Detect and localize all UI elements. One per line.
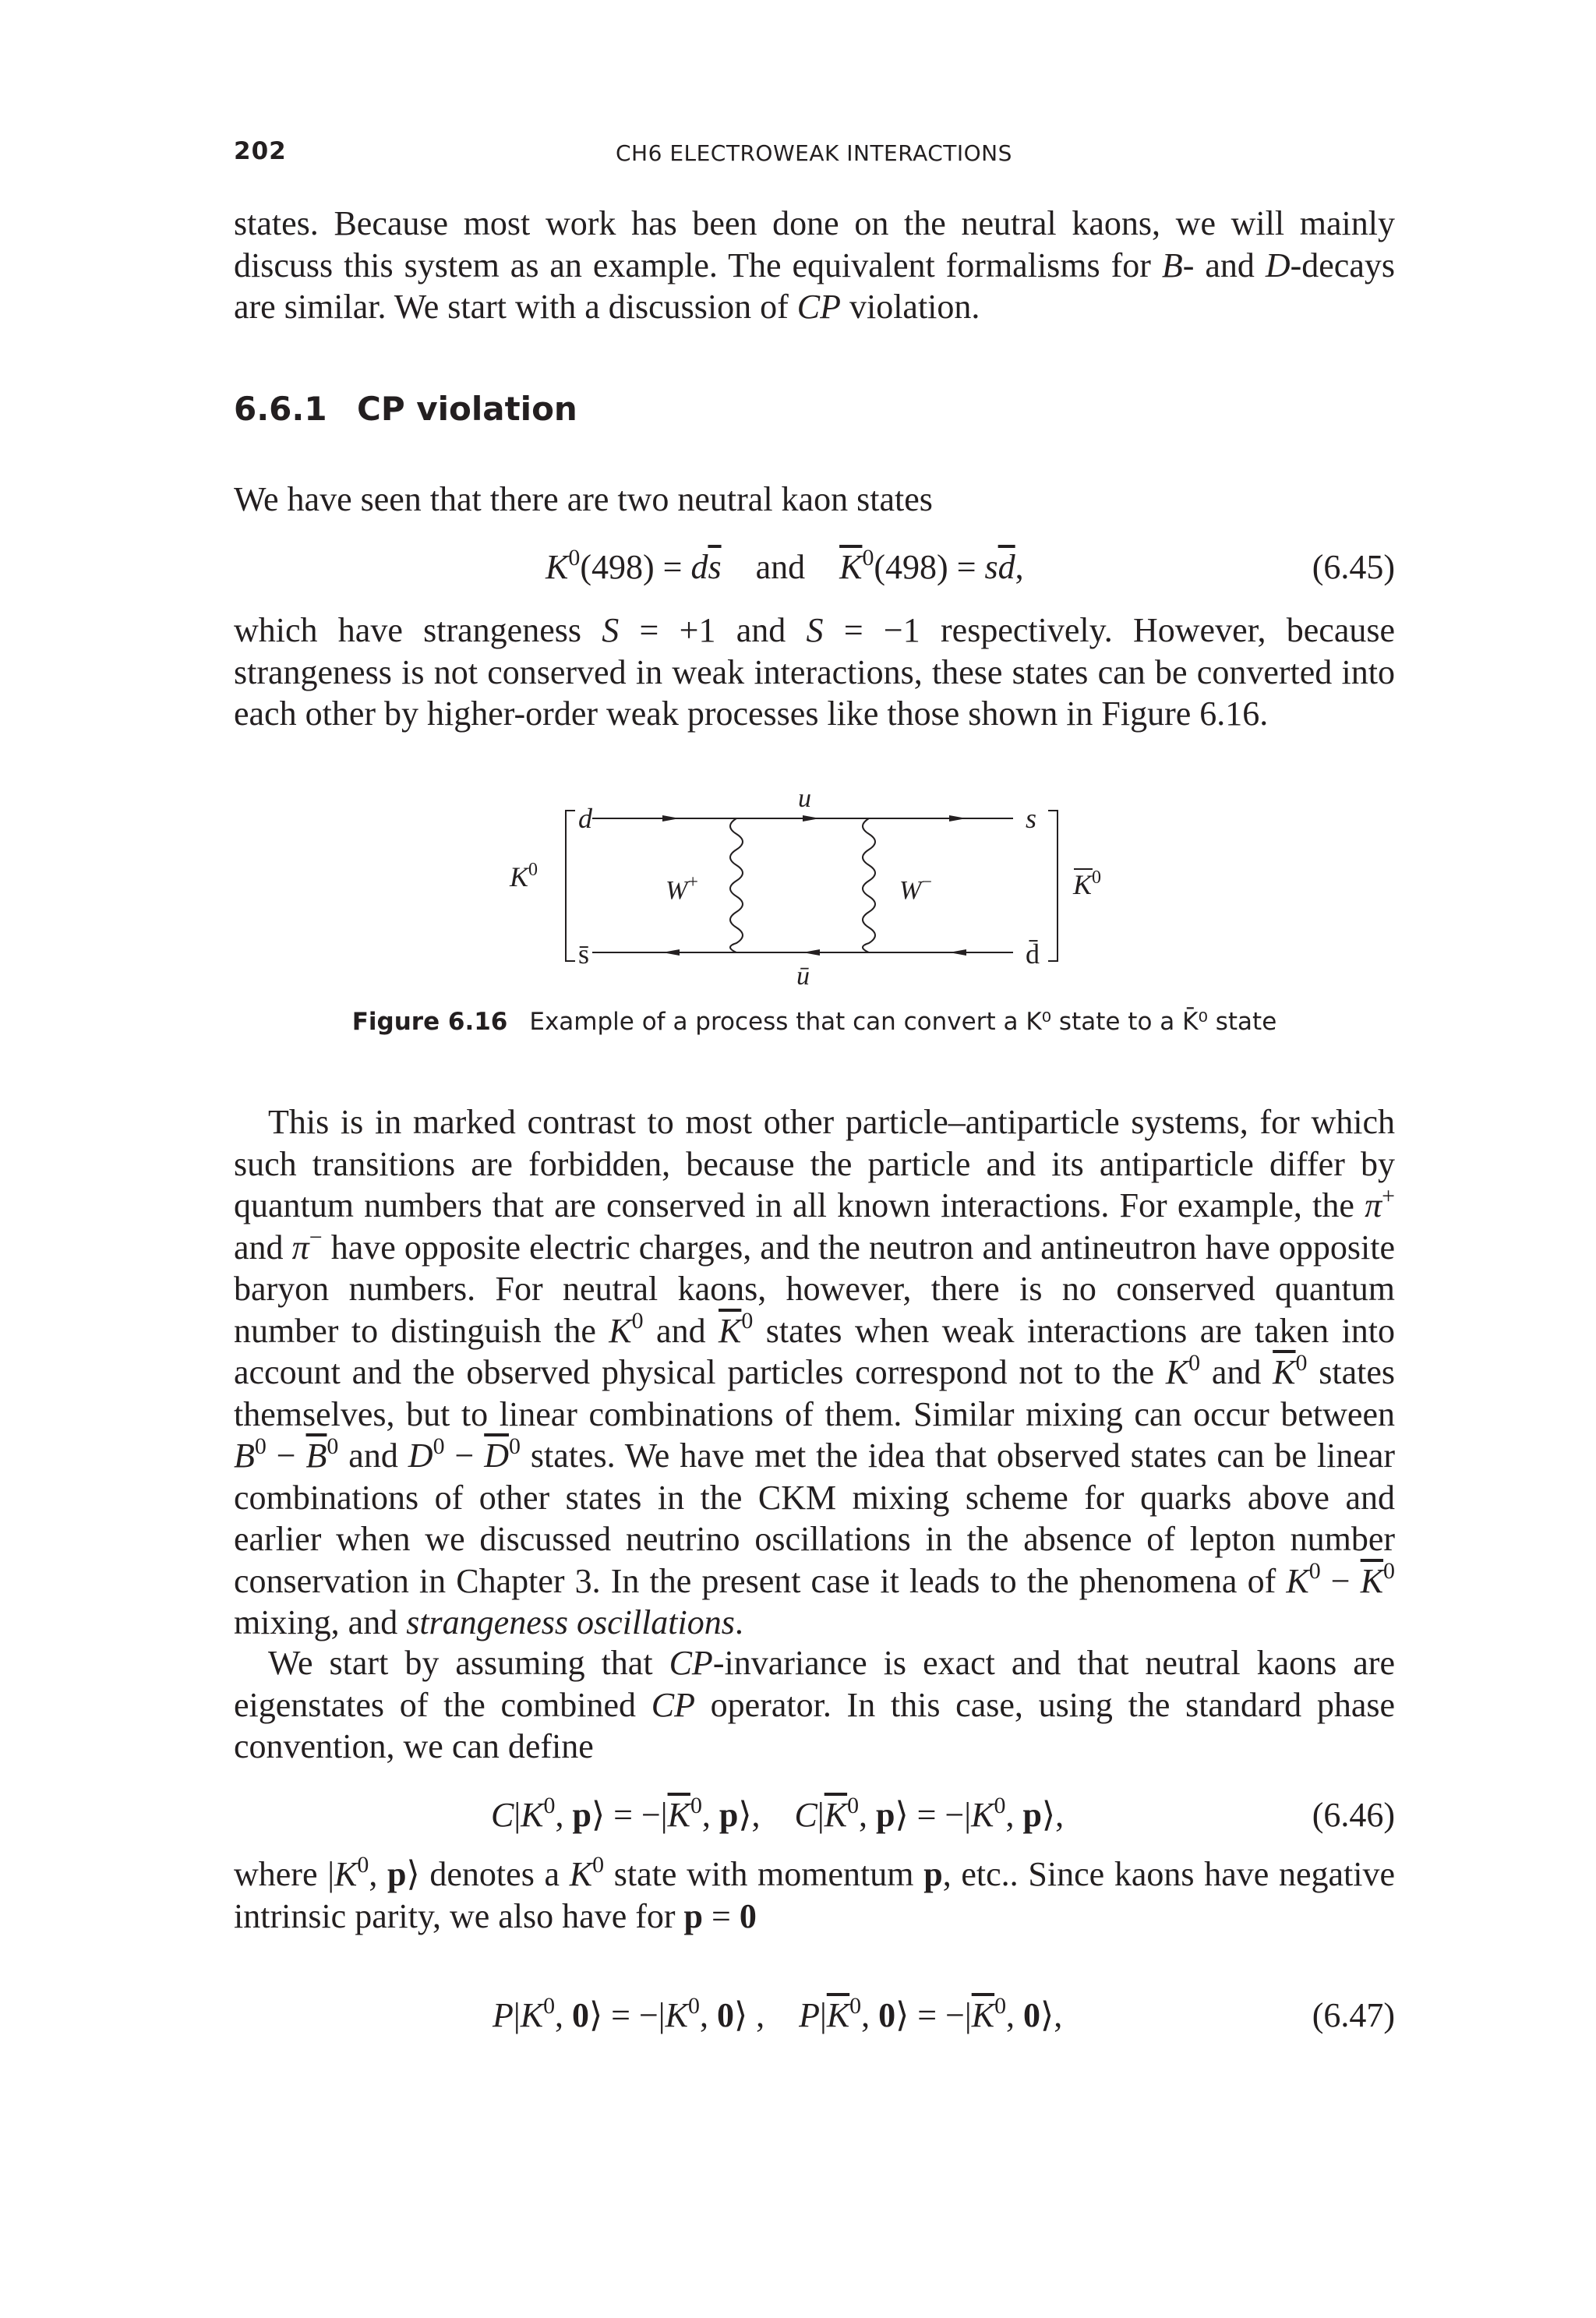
running-head xyxy=(234,137,1395,173)
label-w-minus: W− xyxy=(899,872,932,905)
section-title: CP violation xyxy=(357,390,577,428)
figure-caption-text: Example of a process that can convert a K⁰ state to a K̄⁰ state xyxy=(529,1008,1277,1036)
paragraph-mixing: This is in marked contrast to most other particle–antiparticle systems, for which such transitions are forbidden, because the particle and its antiparticle differ by quantum numbers that are conserved in all known interactions. For example, the π+ and π− have opposite electric charges, and the neutron and antineutron have opposite baryon numbers. For neutral kaons, however, there is no conserved quantum number to distinguish the $K^0$ and $\overline{K}^0$ states when weak interactions are taken into account and the observed physical particles correspond not to the $K^0$ and $\overline{K}^0$ states themselves, but to linear combinations of them. Similar mixing can occur between $B^0 - \overline{B}^0$ and $D^0 - \overline{D}^0$ states. We have met the idea that observed states can be linear combinations of other states in the CKM mixing scheme for quarks above and earlier when we discussed neutrino oscillations in the absence of lepton number conservation in Chapter 3. In the present case it leads to the phenomena of $K^0 - \overline{K}^0$ mixing, and strangeness oscillations. xyxy=(234,1103,1396,1641)
paragraph-intro: states. Because most work has been done on the neutral kaons, we will mainly discuss this system as an example. The equivalent formalisms for B- and D-decays are similar. We start with a discussion of CP violation. xyxy=(234,204,1395,326)
chapter-title: CH6 ELECTROWEAK INTERACTIONS xyxy=(616,140,1012,166)
label-u: u xyxy=(798,784,811,813)
label-s-bar: s̄ xyxy=(578,938,590,970)
label-s: s xyxy=(1026,803,1037,834)
label-u-bar: ū xyxy=(796,962,810,991)
feynman-diagram xyxy=(499,783,1122,1002)
label-k0: $K^0$ xyxy=(510,860,538,892)
w-plus-boson-line xyxy=(730,818,743,952)
feynman-diagram-svg xyxy=(499,783,1122,1002)
paragraph-kaon-states: We have seen that there are two neutral kaon states xyxy=(234,480,933,518)
arrow-bottom-right xyxy=(949,949,966,956)
equation-6-47 xyxy=(234,1992,1395,2044)
arrow-top-right xyxy=(949,815,966,822)
label-w-plus: W+ xyxy=(666,872,698,905)
section-number: 6.6.1 xyxy=(234,390,327,428)
arrow-top-mid xyxy=(803,815,820,822)
equation-6-47-body: $P|K^0$, 0⟩ = $-|K^0$, 0⟩ , $P|\overline{K}^0$, 0⟩ = $-|\overline{K}^0$, 0⟩, xyxy=(493,1992,1063,2034)
label-d: d xyxy=(578,803,592,834)
arrow-bottom-left xyxy=(662,949,680,956)
right-bracket xyxy=(1048,811,1058,961)
arrow-bottom-mid xyxy=(803,949,820,956)
paragraph-cp-invariance: We start by assuming that CP-invariance is exact and that neutral kaons are eigenstates of the combined CP operator. In this case, using the standard phase convention, we can define xyxy=(234,1644,1396,1765)
label-k0bar: $K^0$ xyxy=(1073,867,1102,900)
arrow-top-left xyxy=(662,815,680,822)
figure-label: Figure 6.16 xyxy=(351,1008,508,1036)
equation-6-45-body: $K^0(498) = d\overline{s}$ and $\overline{K}^0(498) = s\overline{d}$, xyxy=(546,544,1024,586)
equation-6-46-body: $C|K^0$, p⟩ = $-|\overline{K}^0$, p⟩, $C|\overline{K}^0$, p⟩ = $-|K^0$, p⟩, xyxy=(491,1792,1065,1834)
equation-number: (6.46) xyxy=(1312,1796,1395,1834)
equation-number: (6.47) xyxy=(1312,1996,1395,2034)
paragraph-strangeness: which have strangeness S = +1 and S = −1 respectively. However, because strangeness is not conserved in weak interactions, these states can be converted into each other by higher-order weak processes like those shown in Figure 6.16. xyxy=(234,611,1396,733)
left-bracket xyxy=(566,811,575,961)
label-d-bar: d̄ xyxy=(1026,938,1040,970)
equation-number: (6.45) xyxy=(1312,548,1395,586)
paragraph-parity: where $|K^0$, p⟩ denotes a $K^0$ state with momentum p, etc.. Since kaons have negative intrinsic parity, we also have for p = 0 xyxy=(234,1851,1396,1935)
equation-6-45 xyxy=(234,544,1395,595)
section-heading xyxy=(234,390,577,428)
equation-6-46 xyxy=(234,1792,1395,1843)
page-number: 202 xyxy=(234,137,287,165)
figure-caption xyxy=(234,1008,1395,1036)
w-minus-boson-line xyxy=(863,818,875,952)
